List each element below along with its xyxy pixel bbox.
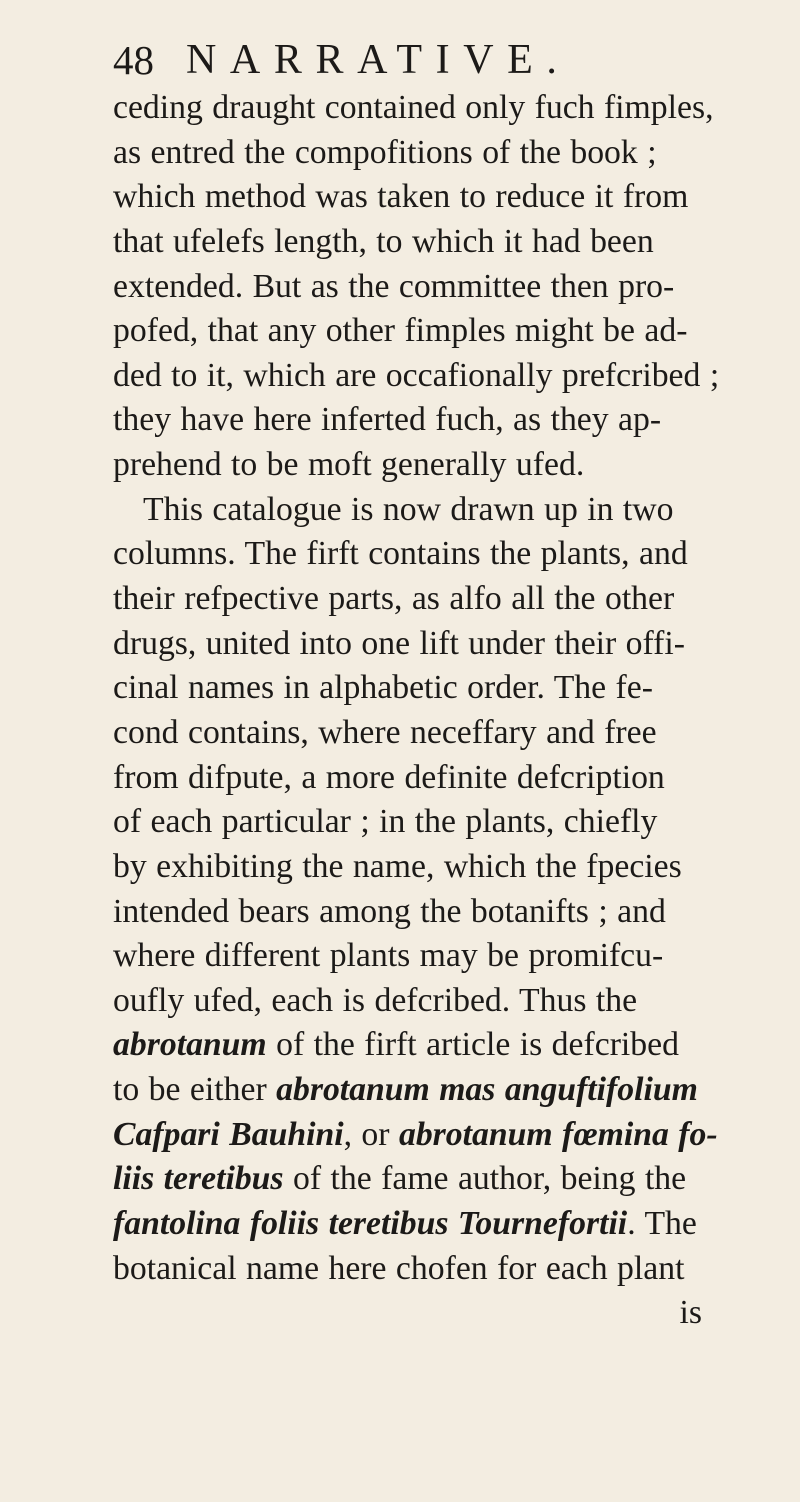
text-segment: of the fame author, being the — [283, 1160, 687, 1198]
running-head: NARRATIVE. — [186, 37, 571, 83]
italic-term: abrotanum fœmina fo- — [398, 1115, 718, 1153]
text-segment: cinal names in alphabetic order. The fe- — [113, 669, 653, 707]
text-segment: , or — [343, 1115, 399, 1153]
text-segment: of each particular ; in the plants, chiefly — [113, 803, 658, 841]
italic-term: Cafpari Bauhini — [113, 1115, 344, 1153]
text-line — [113, 666, 800, 711]
text-segment: where different plants may be promifcu- — [113, 937, 664, 975]
page-header — [113, 34, 571, 86]
text-line — [113, 1247, 800, 1292]
text-line — [113, 532, 800, 577]
text-segment: of the firft article is defcribed — [266, 1026, 679, 1064]
text-segment: . The — [627, 1205, 697, 1243]
text-line — [113, 398, 800, 443]
italic-term: abrotanum mas anguftifolium — [276, 1071, 698, 1109]
text-line — [113, 1113, 800, 1158]
text-line — [113, 756, 800, 801]
text-segment: drugs, united into one lift under their offi- — [113, 624, 685, 662]
text-segment: intended bears among the botanifts ; and — [113, 892, 666, 930]
text-segment: their refpective parts, as alfo all the other — [113, 580, 675, 618]
text-line — [113, 934, 800, 979]
text-segment: ceding draught contained only fuch fimples, — [113, 89, 714, 126]
catchword — [113, 1291, 800, 1336]
text-segment: ded to it, which are occafionally prefcribed ; — [113, 356, 720, 394]
text-line — [113, 979, 800, 1024]
text-segment: cond contains, where neceffary and free — [113, 713, 657, 751]
text-line — [113, 1023, 800, 1068]
text-line — [113, 309, 800, 354]
page-number: 48 — [113, 37, 154, 83]
italic-term: abrotanum — [113, 1026, 267, 1064]
text-segment: as entred the compofitions of the book ; — [113, 133, 657, 171]
text-segment: that ufelefs length, to which it had been — [113, 222, 654, 260]
text-line — [113, 577, 800, 622]
text-line — [113, 1202, 800, 1247]
text-line — [113, 175, 800, 220]
text-line — [113, 488, 800, 533]
italic-term: liis teretibus — [113, 1160, 284, 1198]
text-line — [113, 711, 800, 756]
text-line — [113, 622, 800, 667]
body-text — [113, 86, 800, 1336]
text-line — [113, 800, 800, 845]
text-segment: from difpute, a more definite defcription — [113, 758, 665, 796]
text-segment: by exhibiting the name, which the fpecies — [113, 847, 682, 885]
text-line — [113, 443, 800, 488]
text-segment: oufly ufed, each is defcribed. Thus the — [113, 981, 638, 1019]
text-segment: columns. The firft contains the plants, and — [113, 535, 688, 573]
text-segment: pofed, that any other fimples might be ad- — [113, 312, 688, 350]
text-line — [113, 890, 800, 935]
text-line — [113, 131, 800, 176]
text-line — [113, 845, 800, 890]
text-segment: is — [679, 1294, 702, 1332]
text-segment: This catalogue is now drawn up in two — [143, 490, 674, 528]
text-line — [113, 354, 800, 399]
italic-term: fantolina foliis teretibus Tournefortii — [113, 1205, 628, 1243]
text-segment: to be either — [113, 1071, 277, 1109]
text-segment: botanical name here chofen for each plant — [113, 1249, 685, 1287]
text-segment: extended. But as the committee then pro- — [113, 267, 675, 305]
text-segment: they have here inferted fuch, as they ap- — [113, 401, 662, 439]
text-line — [113, 86, 800, 131]
text-line — [113, 220, 800, 265]
text-segment: prehend to be moft generally ufed. — [113, 446, 585, 484]
text-segment: which method was taken to reduce it from — [113, 178, 689, 216]
text-line — [113, 1068, 800, 1113]
text-line — [113, 265, 800, 310]
text-line — [113, 1157, 800, 1202]
